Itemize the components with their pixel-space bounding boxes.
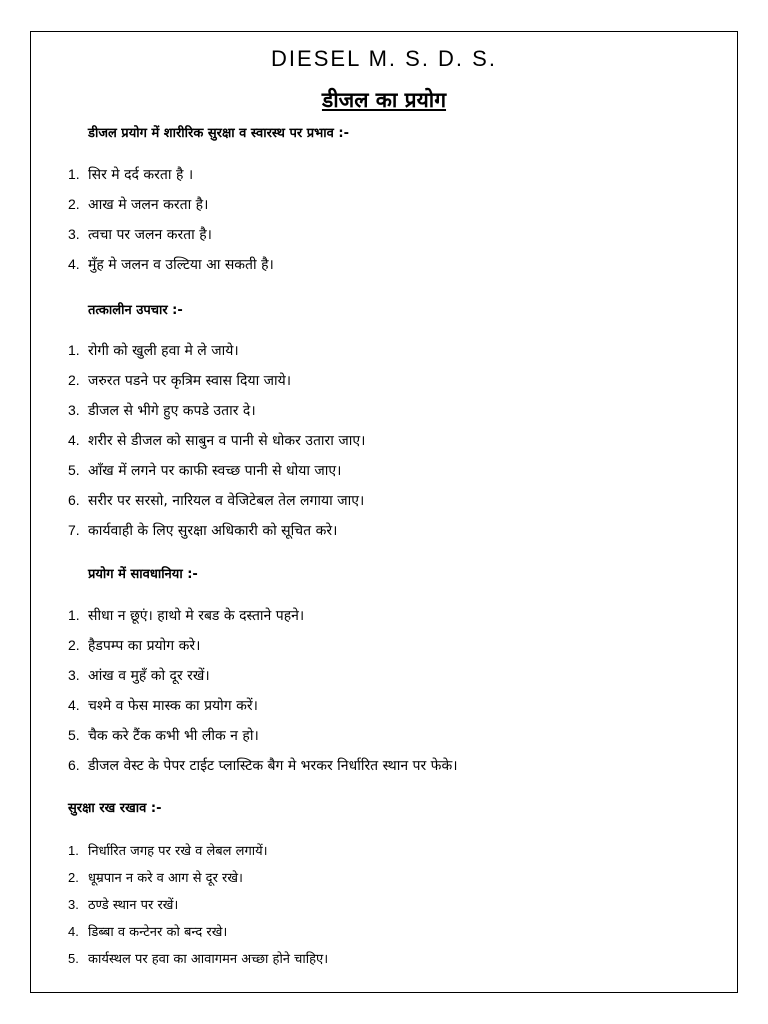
list-item: 4. मुँह मे जलन व उल्टिया आ सकती है। xyxy=(68,256,274,273)
list-item: 3. ठण्डे स्थान पर रखें। xyxy=(68,897,179,913)
list-item: 2. जरुरत पडने पर कृत्रिम स्वास दिया जाये। xyxy=(68,372,292,389)
list-item: 3. त्वचा पर जलन करता है। xyxy=(68,226,212,243)
list-item: 5. चैक करे टैंक कभी भी लीक न हो। xyxy=(68,727,259,744)
document-subtitle: डीजल का प्रयोग xyxy=(321,88,447,112)
list-item: 1. रोगी को खुली हवा मे ले जाये। xyxy=(68,342,239,359)
health-effects-list xyxy=(68,159,274,279)
list-item: 2. हैडपम्प का प्रयोग करे। xyxy=(68,637,201,654)
list-item: 2. आख मे जलन करता है। xyxy=(68,196,209,213)
list-item: 3. डीजल से भीगे हुए कपडे उतार दे। xyxy=(68,402,256,419)
list-item: 5. आँख में लगने पर काफी स्वच्छ पानी से धोया जाए। xyxy=(68,462,342,479)
list-item: 4. शरीर से डीजल को साबुन व पानी से धोकर उतारा जाए। xyxy=(68,432,366,449)
first-aid-list xyxy=(68,335,365,545)
precautions-list xyxy=(68,600,458,780)
section-heading-first-aid: तत्कालीन उपचार :- xyxy=(88,303,183,318)
list-item: 4. चश्मे व फेस मास्क का प्रयोग करें। xyxy=(68,697,258,714)
list-item: 1. सिर मे दर्द करता है । xyxy=(68,166,194,183)
list-item: 6. डीजल वेस्ट के पेपर टाईट प्लास्टिक बैग मे भरकर निर्धारित स्थान पर फेके। xyxy=(68,757,458,774)
storage-list xyxy=(68,837,328,972)
list-item: 6. सरीर पर सरसो, नारियल व वेजिटेबल तेल लगाया जाए। xyxy=(68,492,365,509)
list-item: 1. निर्धारित जगह पर रखे व लेबल लगायें। xyxy=(68,843,268,859)
document-title: DIESEL M. S. D. S. xyxy=(271,46,497,71)
list-item: 7. कार्यवाही के लिए सुरक्षा अधिकारी को सूचित करे। xyxy=(68,522,338,539)
list-item: 3. आंख व मुहँ को दूर रखें। xyxy=(68,667,210,684)
section-heading-precautions: प्रयोग में सावधानिया :- xyxy=(88,567,198,582)
list-item: 2. धूम्रपान न करे व आग से दूर रखे। xyxy=(68,870,243,886)
section-heading-storage: सुरक्षा रख रखाव :- xyxy=(68,801,162,816)
section-heading-health-effects: डीजल प्रयोग में शारीरिक सुरक्षा व स्वारस्थ पर प्रभाव :- xyxy=(88,126,349,141)
list-item: 1. सीधा न छूएं। हाथो मे रबड के दस्ताने पहने। xyxy=(68,607,305,624)
list-item: 4. डिब्बा व कन्टेनर को बन्द रखे। xyxy=(68,924,228,940)
list-item: 5. कार्यस्थल पर हवा का आवागमन अच्छा होने चाहिए। xyxy=(68,951,329,967)
